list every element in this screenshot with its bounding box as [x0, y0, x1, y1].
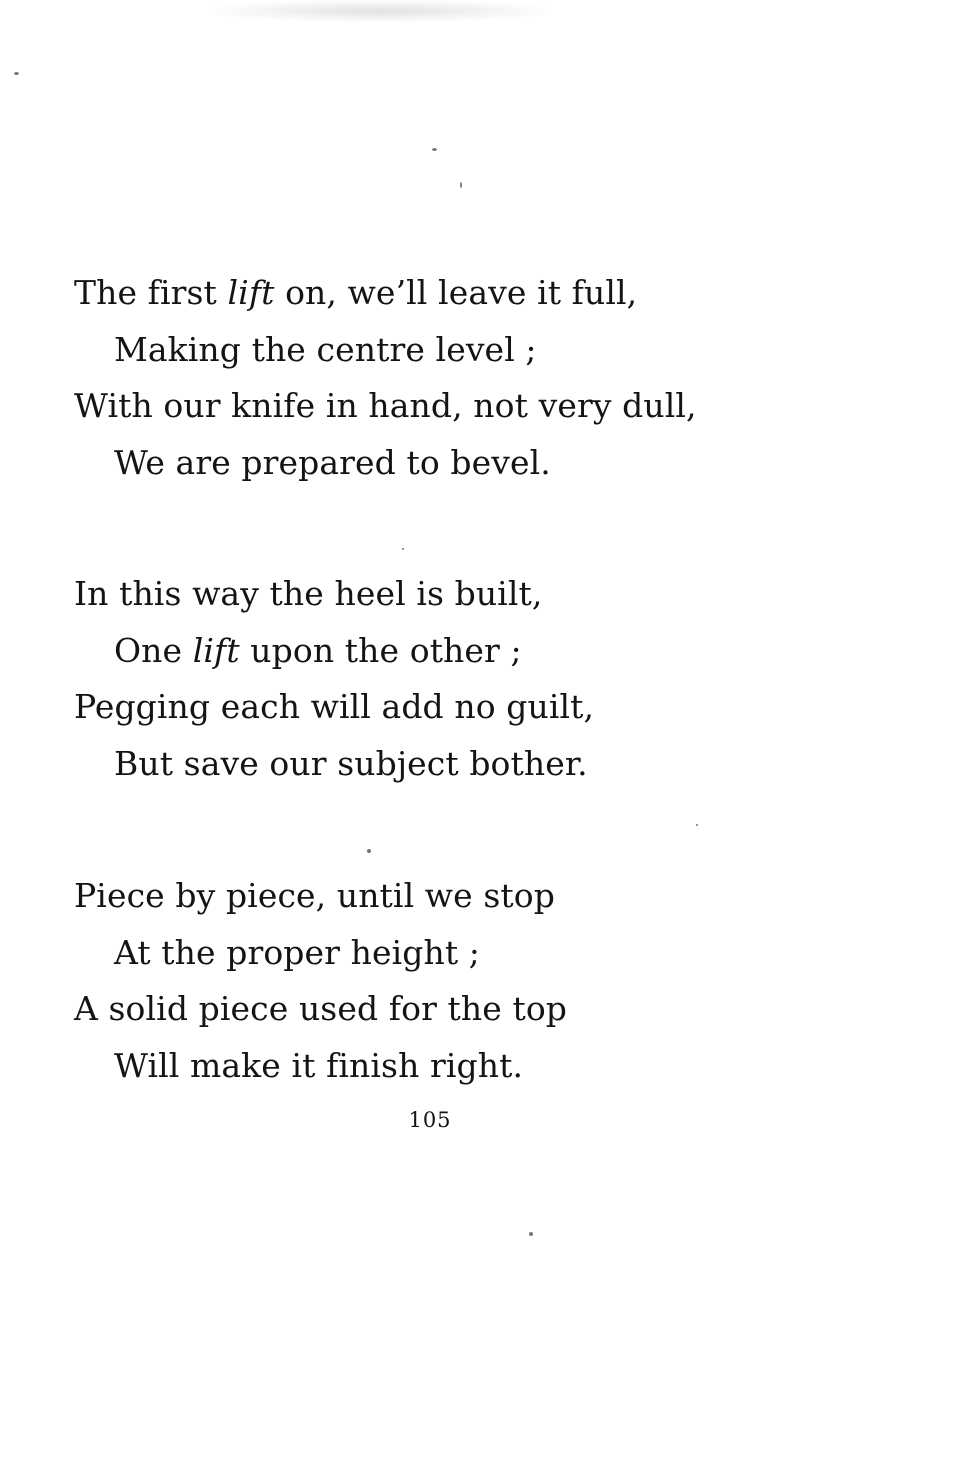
stanza-1: [74, 265, 874, 491]
poem-line: Pegging each will add no guilt,: [74, 687, 595, 726]
page-number: 105: [408, 1108, 452, 1132]
poem-line: With our knife in hand, not very dull,: [74, 386, 697, 425]
poem-line: Will make it finish right.: [114, 1045, 524, 1085]
italic-word: lift: [192, 630, 240, 670]
poem-line: Making the centre level ;: [114, 329, 537, 369]
scan-speck: [529, 1232, 533, 1236]
stanza-3: [74, 868, 874, 1094]
poem-line: A solid piece used for the top: [74, 989, 568, 1028]
poem-line: The first lift on, we’ll leave it full,: [74, 273, 638, 312]
poem-line: We are prepared to bevel.: [114, 442, 551, 482]
poem-line: Piece by piece, until we stop: [74, 876, 555, 915]
poem-line: In this way the heel is built,: [74, 574, 543, 613]
scan-speck: [460, 182, 462, 188]
poem-line: At the proper height ;: [114, 932, 481, 972]
scan-smudge: [210, 0, 550, 22]
scan-speck: [367, 849, 371, 853]
scan-speck: [14, 72, 19, 75]
stanza-2: [74, 566, 874, 792]
poem-line: One lift upon the other ;: [114, 630, 522, 670]
italic-word: lift: [227, 273, 275, 312]
scan-speck: [432, 148, 437, 151]
poem-line: But save our subject bother.: [114, 743, 588, 783]
scan-speck: [402, 548, 404, 550]
scan-speck: [696, 824, 698, 826]
